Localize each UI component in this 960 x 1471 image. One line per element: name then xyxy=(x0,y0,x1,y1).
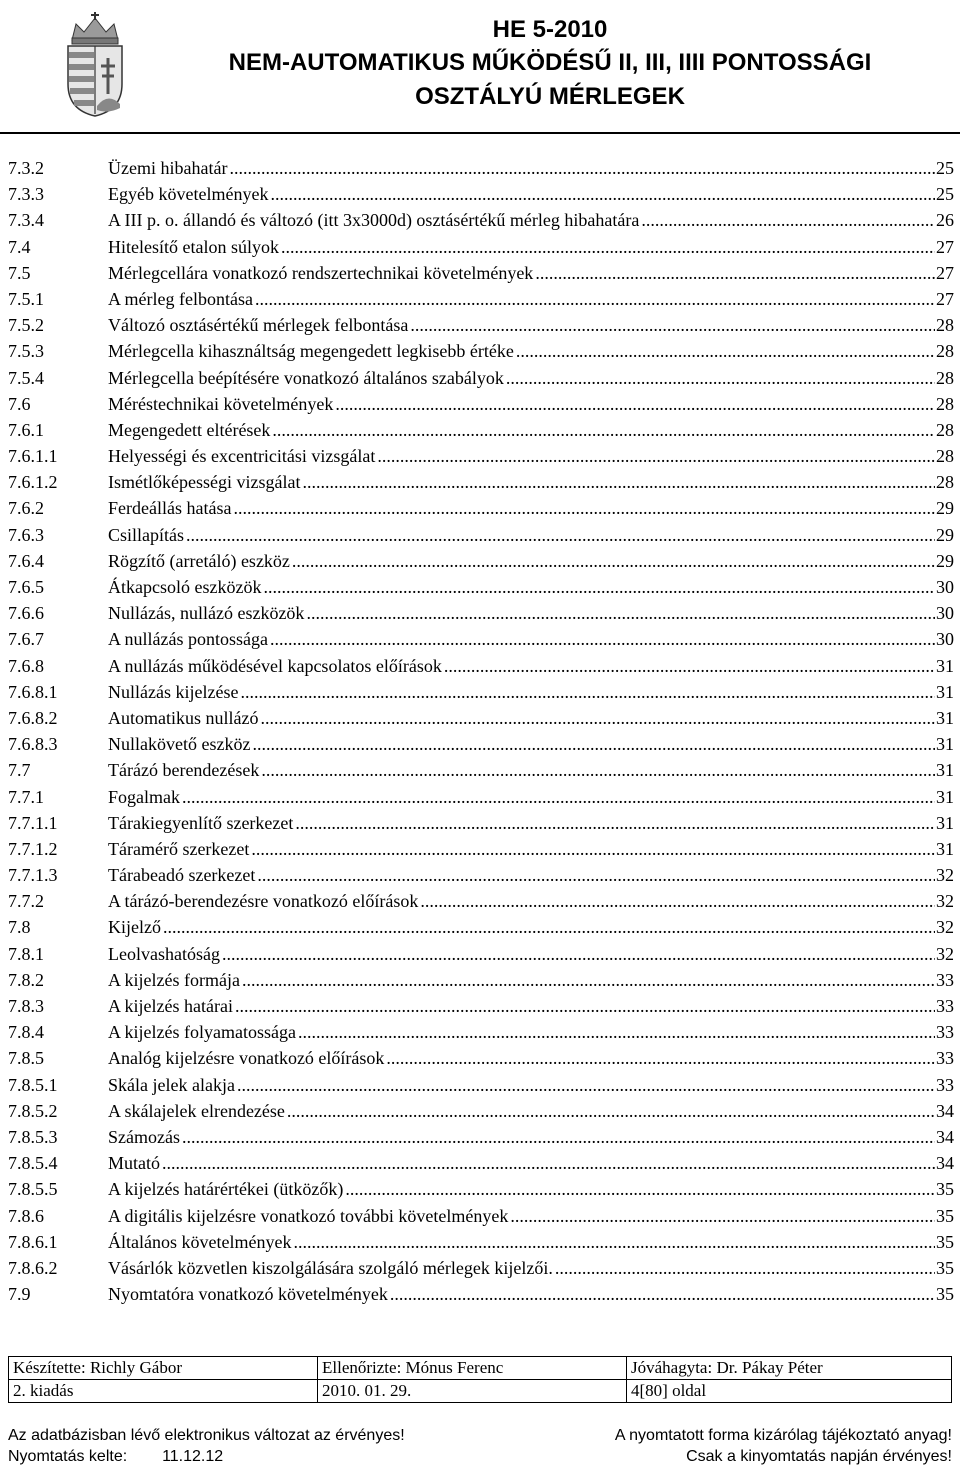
toc-leader-dots xyxy=(420,888,935,914)
toc-entry-page: 33 xyxy=(936,996,954,1016)
toc-entry[interactable] xyxy=(8,286,954,312)
toc-leader-dots xyxy=(306,600,935,626)
toc-entry-page: 31 xyxy=(936,812,954,833)
toc-entry-title: Mérlegcellára vonatkozó rendszertechnikai követelmények xyxy=(108,262,534,283)
print-date-value: 11.12.12 xyxy=(162,1448,224,1465)
toc-entry[interactable] xyxy=(8,626,954,652)
toc-entry[interactable] xyxy=(8,705,954,731)
toc-entry-number: 7.8.4 xyxy=(8,1022,44,1043)
toc-entry-number: 7.7.2 xyxy=(8,891,44,912)
toc-entry-number: 7.8.5 xyxy=(8,1048,44,1069)
toc-entry-title: Ismétlőképességi vizsgálat xyxy=(108,472,301,493)
toc-entry-page: 31 xyxy=(936,707,954,728)
toc-entry-number: 7.8.5.5 xyxy=(8,1179,58,1200)
toc-entry-page: 27 xyxy=(936,236,954,257)
toc-leader-dots xyxy=(295,810,935,836)
toc-entry-page: 25 xyxy=(936,158,954,178)
toc-entry-number: 7.5.4 xyxy=(8,367,44,388)
toc-entry-title-wrap xyxy=(108,391,935,417)
toc-entry-title: Tárázó berendezések xyxy=(108,760,260,781)
toc-entry-title: Analóg kijelzésre vonatkozó előírások xyxy=(108,1048,385,1069)
toc-leader-dots xyxy=(386,1045,935,1071)
toc-entry-title-wrap xyxy=(108,862,935,888)
toc-entry-page: 32 xyxy=(936,943,954,964)
toc-entry-number: 7.6.7 xyxy=(8,629,44,650)
toc-entry[interactable] xyxy=(8,260,954,286)
toc-entry-title: A digitális kijelzésre vonatkozó további követelmények xyxy=(108,1205,509,1226)
toc-entry-title-wrap xyxy=(108,600,935,626)
print-date-label: Nyomtatás kelte: xyxy=(8,1448,128,1465)
toc-entry-number: 7.6.6 xyxy=(8,603,44,624)
toc-entry-page: 28 xyxy=(936,341,954,362)
toc-entry-title-wrap xyxy=(108,1203,935,1229)
toc-entry-title-wrap xyxy=(108,705,935,731)
toc-entry-page: 26 xyxy=(936,210,954,231)
toc-leader-dots xyxy=(261,757,935,783)
toc-entry-page: 28 xyxy=(936,315,954,336)
toc-entry[interactable] xyxy=(8,181,954,207)
toc-entry-page: 30 xyxy=(936,629,954,650)
toc-leader-dots xyxy=(162,1150,935,1176)
document-header xyxy=(0,0,960,134)
toc-entry-title-wrap xyxy=(108,365,935,391)
toc-entry-number: 7.8.5.4 xyxy=(8,1153,58,1174)
toc-entry-title: A nullázás pontossága xyxy=(108,629,268,650)
toc-entry-title-wrap xyxy=(108,338,935,364)
toc-leader-dots xyxy=(298,1019,935,1045)
toc-entry-page: 32 xyxy=(936,917,954,938)
document-code: HE 5-2010 xyxy=(492,16,608,43)
toc-entry-title-wrap xyxy=(108,417,935,443)
toc-entry-page: 28 xyxy=(936,472,954,493)
toc-entry-number: 7.3.4 xyxy=(8,210,44,231)
toc-leader-dots xyxy=(222,941,935,967)
toc-leader-dots xyxy=(182,784,935,810)
toc-entry-title-wrap xyxy=(108,574,935,600)
toc-entry-title-wrap xyxy=(108,207,935,233)
toc-entry-page: 28 xyxy=(936,367,954,388)
toc-entry[interactable] xyxy=(8,941,954,967)
toc-entry[interactable] xyxy=(8,1229,954,1255)
toc-leader-dots xyxy=(287,1098,935,1124)
toc-entry-number: 7.7 xyxy=(8,760,31,781)
toc-entry-title-wrap xyxy=(108,443,935,469)
footer-electronic-note: Az adatbázisban lévő elektronikus változat az érvényes! xyxy=(8,1427,405,1444)
toc-entry-title: Kijelző xyxy=(108,917,161,938)
toc-entry-page: 35 xyxy=(936,1205,954,1226)
toc-leader-dots xyxy=(257,862,935,888)
toc-entry-number: 7.6.8.3 xyxy=(8,734,58,755)
toc-entry[interactable] xyxy=(8,574,954,600)
toc-entry-number: 7.5 xyxy=(8,262,31,283)
toc-entry[interactable] xyxy=(8,469,954,495)
toc-entry-title-wrap xyxy=(108,1045,935,1071)
toc-entry-number: 7.5.1 xyxy=(8,288,44,309)
toc-entry-page: 34 xyxy=(936,1100,954,1121)
toc-entry-page: 31 xyxy=(936,734,954,755)
toc-entry-title: Helyességi és excentricitási vizsgálat xyxy=(108,446,376,467)
toc-leader-dots xyxy=(410,312,935,338)
footer-print-date xyxy=(8,1446,223,1467)
toc-entry-page: 34 xyxy=(936,1126,954,1147)
toc-entry[interactable] xyxy=(8,234,954,260)
toc-entry-title: Leolvashatóság xyxy=(108,943,220,964)
toc-entry[interactable] xyxy=(8,207,954,233)
toc-entry-number: 7.9 xyxy=(8,1284,31,1305)
toc-entry-page: 29 xyxy=(936,524,954,545)
issue-date: 2010. 01. 29. xyxy=(318,1380,627,1403)
toc-entry-title-wrap xyxy=(108,495,935,521)
toc-entry-title-wrap xyxy=(108,548,935,574)
toc-entry-title: Nullázás kijelzése xyxy=(108,681,239,702)
toc-entry-page: 33 xyxy=(936,1022,954,1043)
toc-entry[interactable] xyxy=(8,495,954,521)
toc-entry-title: Rögzítő (arretáló) eszköz xyxy=(108,550,290,571)
toc-leader-dots xyxy=(510,1203,935,1229)
toc-entry-title-wrap xyxy=(108,1019,935,1045)
toc-entry-page: 30 xyxy=(936,603,954,624)
toc-entry-page: 28 xyxy=(936,393,954,414)
toc-entry[interactable] xyxy=(8,1019,954,1045)
toc-entry-number: 7.8.6.1 xyxy=(8,1231,58,1252)
toc-leader-dots xyxy=(390,1281,935,1307)
toc-entry[interactable] xyxy=(8,757,954,783)
toc-entry-title: Mérlegcella kihasználtság megengedett legkisebb értéke xyxy=(108,341,514,362)
toc-entry-title: Mérlegcella beépítésére vonatkozó általános szabályok xyxy=(108,367,504,388)
toc-entry[interactable] xyxy=(8,548,954,574)
checked-by: Ellenőrizte: Mónus Ferenc xyxy=(318,1357,627,1380)
toc-entry-page: 31 xyxy=(936,681,954,702)
toc-entry-title: Változó osztásértékű mérlegek felbontása xyxy=(108,315,409,336)
toc-entry[interactable] xyxy=(8,522,954,548)
toc-entry-title: Megengedett eltérések xyxy=(108,419,271,440)
toc-entry-title: Táramérő szerkezet xyxy=(108,838,250,859)
document-title-line-1: NEM-AUTOMATIKUS MŰKÖDÉSŰ II, III, IIII PONTOSSÁGI xyxy=(228,49,872,76)
toc-entry-title-wrap xyxy=(108,155,935,181)
toc-entry-title-wrap xyxy=(108,653,935,679)
toc-entry-title: A tárázó-berendezésre vonatkozó előírások xyxy=(108,891,419,912)
toc-entry-page: 33 xyxy=(936,969,954,990)
toc-leader-dots xyxy=(270,181,935,207)
toc-entry-title-wrap xyxy=(108,836,935,862)
toc-entry-title: Számozás xyxy=(108,1126,180,1147)
toc-entry-title-wrap xyxy=(108,967,935,993)
toc-entry-title-wrap xyxy=(108,914,935,940)
toc-leader-dots xyxy=(233,495,935,521)
toc-entry-page: 31 xyxy=(936,760,954,781)
toc-entry-page: 31 xyxy=(936,786,954,807)
toc-entry[interactable] xyxy=(8,1176,954,1202)
toc-entry-page: 35 xyxy=(936,1179,954,1200)
toc-leader-dots xyxy=(506,365,935,391)
toc-entry-title-wrap xyxy=(108,1072,935,1098)
toc-entry-title-wrap xyxy=(108,1176,935,1202)
toc-entry-number: 7.6.2 xyxy=(8,498,44,519)
toc-entry-title-wrap xyxy=(108,181,935,207)
toc-entry-title: Tárakiegyenlítő szerkezet xyxy=(108,812,294,833)
toc-entry-page: 35 xyxy=(936,1257,954,1278)
toc-entry-page: 31 xyxy=(936,838,954,859)
toc-entry-number: 7.6.8.1 xyxy=(8,681,58,702)
toc-entry-page: 28 xyxy=(936,419,954,440)
toc-leader-dots xyxy=(242,967,935,993)
toc-entry[interactable] xyxy=(8,784,954,810)
hungarian-coat-of-arms-icon xyxy=(50,10,140,120)
toc-entry-title-wrap xyxy=(108,1124,935,1150)
toc-entry-title: Üzemi hibahatár xyxy=(108,158,228,178)
toc-entry[interactable] xyxy=(8,836,954,862)
toc-leader-dots xyxy=(237,1072,935,1098)
toc-entry-number: 7.8.2 xyxy=(8,969,44,990)
toc-entry-title: Átkapcsoló eszközök xyxy=(108,577,262,597)
toc-entry-page: 33 xyxy=(936,1048,954,1069)
toc-entry-page: 32 xyxy=(936,865,954,886)
toc-entry-number: 7.6.8.2 xyxy=(8,707,58,728)
toc-entry-page: 31 xyxy=(936,655,954,676)
toc-entry-page: 27 xyxy=(936,262,954,283)
toc-entry-number: 7.8.6 xyxy=(8,1205,44,1226)
toc-entry-number: 7.4 xyxy=(8,236,31,257)
edition: 2. kiadás xyxy=(9,1380,318,1403)
toc-entry[interactable] xyxy=(8,417,954,443)
toc-entry[interactable] xyxy=(8,312,954,338)
toc-entry[interactable] xyxy=(8,967,954,993)
document-title-block xyxy=(160,14,940,114)
toc-leader-dots xyxy=(345,1176,935,1202)
approved-by: Jóváhagyta: Dr. Pákay Péter xyxy=(627,1357,952,1380)
toc-entry-title: Tárabeadó szerkezet xyxy=(108,865,256,886)
toc-entry-number: 7.7.1.2 xyxy=(8,838,58,859)
toc-entry-title-wrap xyxy=(108,234,935,260)
toc-entry-title: A kijelzés határai xyxy=(108,996,233,1016)
toc-entry-title-wrap xyxy=(108,1229,935,1255)
toc-leader-dots xyxy=(555,1255,935,1281)
toc-leader-dots xyxy=(335,391,935,417)
toc-leader-dots xyxy=(235,993,935,1019)
toc-leader-dots xyxy=(293,1229,935,1255)
toc-entry-number: 7.3.3 xyxy=(8,184,44,205)
toc-entry-number: 7.8 xyxy=(8,917,31,938)
toc-entry-page: 28 xyxy=(936,446,954,467)
toc-entry-page: 30 xyxy=(936,577,954,597)
toc-entry[interactable] xyxy=(8,1124,954,1150)
toc-entry-number: 7.6.4 xyxy=(8,550,44,571)
toc-entry-title-wrap xyxy=(108,626,935,652)
toc-leader-dots xyxy=(163,914,935,940)
toc-leader-dots xyxy=(229,155,935,181)
toc-entry-page: 29 xyxy=(936,498,954,519)
footer-validity-note: Csak a kinyomtatás napján érvényes! xyxy=(686,1448,952,1465)
toc-entry-title: A III p. o. állandó és változó (itt 3x3000d) osztásértékű mérleg hibahatára xyxy=(108,210,640,231)
toc-entry-title-wrap xyxy=(108,941,935,967)
toc-leader-dots xyxy=(182,1124,935,1150)
toc-entry-title: Vásárlók közvetlen kiszolgálására szolgáló mérlegek kijelzői. xyxy=(108,1257,553,1278)
toc-leader-dots xyxy=(302,469,935,495)
toc-entry-title: A kijelzés formája xyxy=(108,969,240,990)
toc-entry-title: A skálajelek elrendezése xyxy=(108,1100,285,1121)
toc-entry-page: 25 xyxy=(936,184,954,205)
toc-entry-number: 7.6 xyxy=(8,393,31,414)
toc-entry-title-wrap xyxy=(108,888,935,914)
toc-entry-title-wrap xyxy=(108,731,935,757)
toc-entry-title: Hitelesítő etalon súlyok xyxy=(108,236,279,257)
toc-leader-dots xyxy=(240,679,935,705)
toc-entry[interactable] xyxy=(8,1281,954,1307)
toc-entry-number: 7.5.2 xyxy=(8,315,44,336)
toc-entry-number: 7.7.1.1 xyxy=(8,812,58,833)
toc-entry-title: A mérleg felbontása xyxy=(108,288,253,309)
toc-entry-number: 7.6.3 xyxy=(8,524,44,545)
document-info-table xyxy=(8,1356,952,1403)
toc-entry-title-wrap xyxy=(108,757,935,783)
toc-entry-title-wrap xyxy=(108,810,935,836)
toc-entry-page: 35 xyxy=(936,1284,954,1305)
toc-entry[interactable] xyxy=(8,600,954,626)
toc-entry[interactable] xyxy=(8,365,954,391)
toc-entry[interactable] xyxy=(8,391,954,417)
toc-entry-page: 33 xyxy=(936,1074,954,1095)
toc-entry-page: 34 xyxy=(936,1153,954,1174)
toc-entry-title: Nyomtatóra vonatkozó követelmények xyxy=(108,1284,388,1305)
toc-entry-number: 7.8.1 xyxy=(8,943,44,964)
toc-entry-title: Skála jelek alakja xyxy=(108,1074,235,1095)
toc-entry-number: 7.8.5.2 xyxy=(8,1100,58,1121)
toc-entry[interactable] xyxy=(8,731,954,757)
toc-entry[interactable] xyxy=(8,993,954,1019)
toc-entry[interactable] xyxy=(8,888,954,914)
toc-leader-dots xyxy=(292,548,935,574)
document-footer xyxy=(8,1425,952,1467)
toc-leader-dots xyxy=(377,443,935,469)
toc-entry-title: Ferdeállás hatása xyxy=(108,498,232,519)
toc-entry[interactable] xyxy=(8,1255,954,1281)
toc-leader-dots xyxy=(516,338,935,364)
toc-entry[interactable] xyxy=(8,443,954,469)
toc-entry-title: Nullázás, nullázó eszközök xyxy=(108,603,305,624)
toc-entry[interactable] xyxy=(8,338,954,364)
toc-entry-number: 7.8.6.2 xyxy=(8,1257,58,1278)
toc-leader-dots xyxy=(444,653,935,679)
toc-entry-title-wrap xyxy=(108,1281,935,1307)
document-title-line-2: OSZTÁLYÚ MÉRLEGEK xyxy=(415,83,685,110)
toc-entry[interactable] xyxy=(8,914,954,940)
toc-entry-title-wrap xyxy=(108,260,935,286)
toc-entry-page: 32 xyxy=(936,891,954,912)
toc-entry[interactable] xyxy=(8,679,954,705)
toc-entry-title: Fogalmak xyxy=(108,786,180,807)
toc-leader-dots xyxy=(260,705,935,731)
toc-entry-title-wrap xyxy=(108,784,935,810)
toc-leader-dots xyxy=(281,234,935,260)
toc-leader-dots xyxy=(252,731,935,757)
toc-entry-number: 7.7.1.3 xyxy=(8,865,58,886)
toc-entry[interactable] xyxy=(8,1072,954,1098)
toc-entry[interactable] xyxy=(8,155,954,181)
toc-entry-title: A kijelzés folyamatossága xyxy=(108,1022,296,1043)
toc-entry-number: 7.6.8 xyxy=(8,655,44,676)
toc-entry[interactable] xyxy=(8,1203,954,1229)
toc-entry[interactable] xyxy=(8,1150,954,1176)
toc-entry-title: A kijelzés határértékei (ütközők) xyxy=(108,1179,344,1200)
toc-entry-title: Csillapítás xyxy=(108,524,184,545)
toc-entry-title: Automatikus nullázó xyxy=(108,707,259,728)
toc-entry-number: 7.7.1 xyxy=(8,786,44,807)
toc-entry-page: 29 xyxy=(936,550,954,571)
toc-leader-dots xyxy=(641,207,935,233)
toc-leader-dots xyxy=(251,836,935,862)
toc-entry-number: 7.3.2 xyxy=(8,158,44,178)
toc-entry-title-wrap xyxy=(108,469,935,495)
toc-entry-title-wrap xyxy=(108,312,935,338)
toc-entry[interactable] xyxy=(8,1045,954,1071)
footer-printed-note: A nyomtatott forma kizárólag tájékoztató anyag! xyxy=(614,1427,952,1444)
toc-entry-title-wrap xyxy=(108,286,935,312)
toc-entry[interactable] xyxy=(8,1098,954,1124)
toc-entry-title: Általános követelmények xyxy=(108,1231,292,1252)
toc-leader-dots xyxy=(186,522,935,548)
prepared-by: Készítette: Richly Gábor xyxy=(9,1357,318,1380)
toc-entry-number: 7.6.1 xyxy=(8,419,44,440)
toc-leader-dots xyxy=(535,260,935,286)
toc-entry-number: 7.5.3 xyxy=(8,341,44,362)
toc-entry-page: 27 xyxy=(936,288,954,309)
toc-entry-title: Mutató xyxy=(108,1153,160,1174)
toc-entry-title: Méréstechnikai követelmények xyxy=(108,393,334,414)
toc-leader-dots xyxy=(270,626,935,652)
toc-entry-title-wrap xyxy=(108,679,935,705)
toc-entry-title: A nullázás működésével kapcsolatos előírások xyxy=(108,655,442,676)
toc-entry-title-wrap xyxy=(108,1098,935,1124)
toc-entry-number: 7.6.1.1 xyxy=(8,446,58,467)
toc-entry-number: 7.8.3 xyxy=(8,996,44,1016)
toc-leader-dots xyxy=(263,574,935,600)
toc-entry[interactable] xyxy=(8,653,954,679)
toc-entry-number: 7.8.5.3 xyxy=(8,1126,58,1147)
toc-entry-page: 35 xyxy=(936,1231,954,1252)
toc-entry-title-wrap xyxy=(108,522,935,548)
toc-entry-title: Nullakövető eszköz xyxy=(108,734,251,755)
toc-entry[interactable] xyxy=(8,862,954,888)
toc-entry-number: 7.6.1.2 xyxy=(8,472,58,493)
toc-leader-dots xyxy=(255,286,935,312)
toc-entry-title: Egyéb követelmények xyxy=(108,184,269,205)
toc-entry-number: 7.6.5 xyxy=(8,577,44,597)
toc-entry-number: 7.8.5.1 xyxy=(8,1074,58,1095)
table-of-contents xyxy=(8,155,954,1307)
toc-entry-title-wrap xyxy=(108,1150,935,1176)
toc-entry-title-wrap xyxy=(108,993,935,1019)
toc-entry[interactable] xyxy=(8,810,954,836)
toc-leader-dots xyxy=(272,417,935,443)
toc-entry-title-wrap xyxy=(108,1255,935,1281)
page-number: 4[80] oldal xyxy=(627,1380,952,1403)
